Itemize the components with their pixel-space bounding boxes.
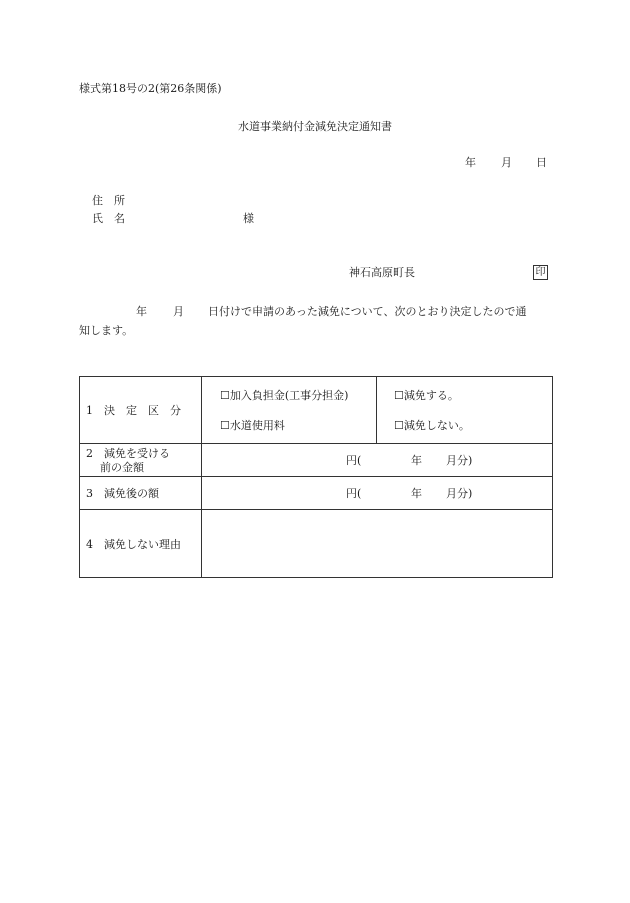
form-number: 様式第18号の2(第26条関係) bbox=[79, 82, 222, 95]
row2-label bbox=[80, 444, 202, 477]
option-exempt[interactable]: ☐減免する。 bbox=[394, 389, 459, 402]
row2-label-line2: 前の金額 bbox=[100, 461, 144, 474]
honorific: 様 bbox=[243, 212, 254, 225]
table-row bbox=[80, 444, 553, 477]
table-row bbox=[80, 510, 553, 578]
option-water-usage-fee[interactable]: ☐水道使用料 bbox=[220, 419, 285, 432]
notice-text: 日付けで申請のあった減免について、次のとおり決定したので通 bbox=[208, 305, 527, 318]
date-day: 日 bbox=[536, 156, 547, 169]
row2-year: 年 bbox=[411, 454, 422, 467]
seal-mark: 印 bbox=[533, 265, 548, 280]
row2-yen: 円( bbox=[346, 454, 362, 467]
option-not-exempt[interactable]: ☐減免しない。 bbox=[394, 419, 470, 432]
row3-yen: 円( bbox=[346, 487, 362, 500]
notice-text-continued: 知します。 bbox=[79, 324, 134, 337]
option-connection-fee[interactable]: ☐加入負担金(工事分担金) bbox=[220, 389, 349, 402]
table-row bbox=[80, 377, 553, 444]
row3-month: 月分) bbox=[446, 487, 473, 500]
row1-options-type bbox=[202, 377, 377, 444]
address-label: 住 所 bbox=[92, 194, 125, 207]
row3-label: 3 減免後の額 bbox=[80, 477, 202, 510]
name-label: 氏 名 bbox=[92, 212, 125, 225]
row2-month: 月分) bbox=[446, 454, 473, 467]
row1-label: 1 決 定 区 分 bbox=[80, 377, 202, 444]
notice-year: 年 bbox=[136, 305, 147, 318]
table-row bbox=[80, 477, 553, 510]
row1-options-decision bbox=[377, 377, 553, 444]
row3-year: 年 bbox=[411, 487, 422, 500]
row2-label-line1: 2 減免を受ける bbox=[86, 447, 170, 460]
row2-value[interactable] bbox=[202, 444, 553, 477]
date-year: 年 bbox=[465, 156, 476, 169]
date-month: 月 bbox=[501, 156, 512, 169]
issuer-name: 神石高原町長 bbox=[349, 266, 415, 279]
row4-value[interactable] bbox=[202, 510, 553, 578]
row3-value[interactable] bbox=[202, 477, 553, 510]
document-title: 水道事業納付金減免決定通知書 bbox=[238, 120, 392, 133]
notice-month: 月 bbox=[173, 305, 184, 318]
decision-table bbox=[79, 376, 553, 578]
row4-label: 4 減免しない理由 bbox=[80, 510, 202, 578]
